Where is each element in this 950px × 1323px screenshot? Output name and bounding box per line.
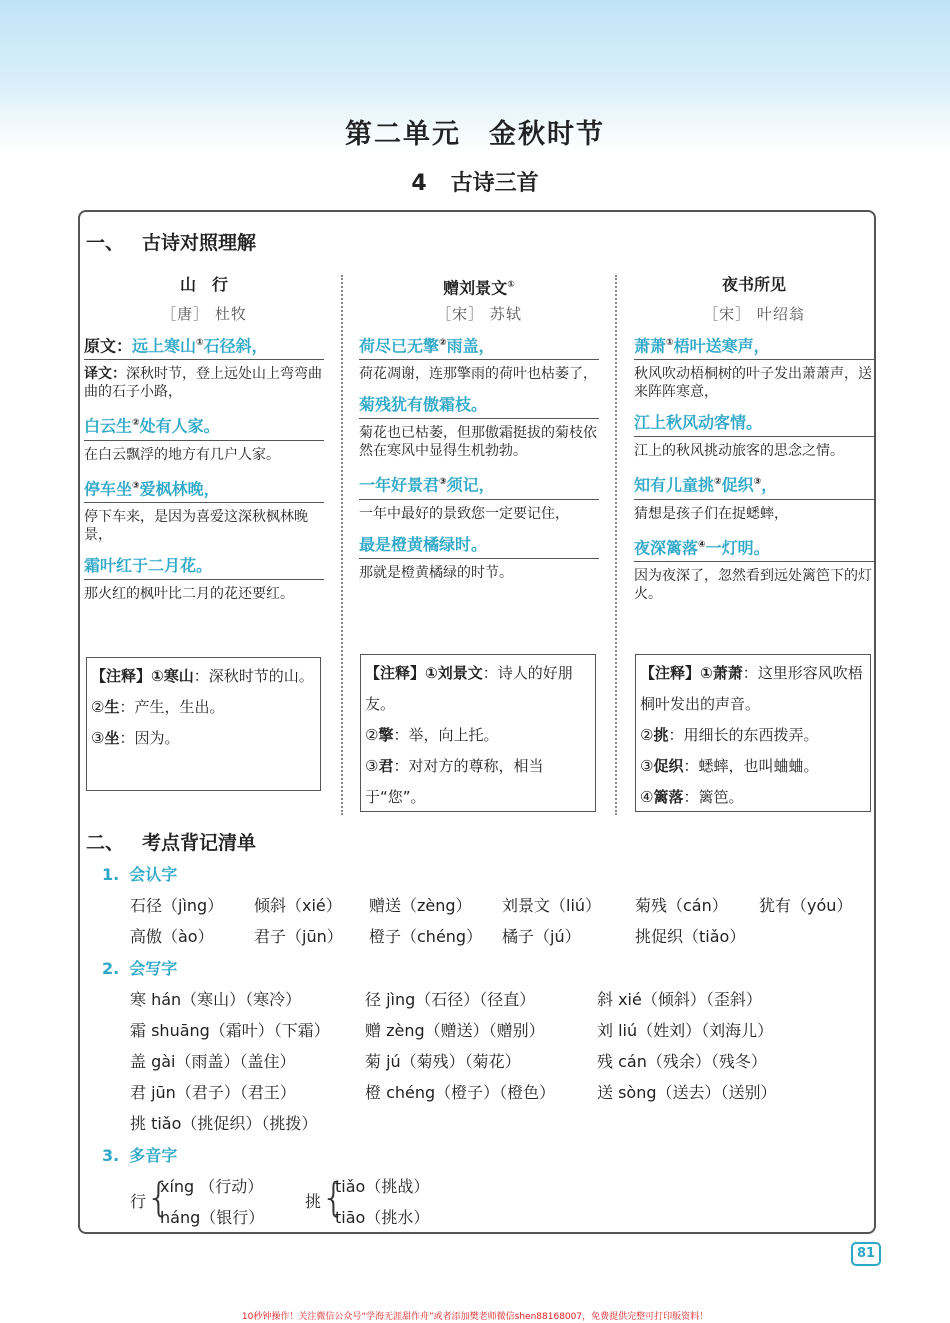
translation-line: 因为夜深了，忽然看到远处篱笆下的灯火。 [634, 567, 872, 602]
word-item: 橘子（jú） [502, 927, 581, 946]
translation-line: 荷花凋谢，连那擎雨的荷叶也枯萎了， [359, 366, 597, 383]
footer-note: 10秒钟操作！关注微信公众号“学海无涯甜作舟”或者添加樊老师微信shen88168007，免费提供完整可打印版资料！ [241, 1312, 709, 1322]
lesson-name: 古诗三首 [450, 171, 539, 196]
polyphone-char: 挑 [305, 1192, 322, 1211]
brace: { [321, 1175, 347, 1221]
original-line: 白云生②处有人家。 [84, 410, 324, 440]
polyphone-reading: tiǎo（挑战） [335, 1177, 430, 1196]
translation-line: 在白云飘浮的地方有几户人家。 [84, 446, 280, 463]
polyphone-heading: 3. 多音字 [102, 1146, 178, 1165]
unit-name: 金秋时节 [489, 119, 605, 150]
translation-line: 猜想是孩子们在捉蟋蟀， [634, 505, 788, 522]
lesson-title [0, 166, 950, 197]
poem-author: ［宋］ 叶绍翁 [703, 305, 805, 323]
poem-column-3 [634, 272, 874, 612]
word-item: 倾斜（xié） [254, 896, 342, 915]
brace: { [146, 1175, 172, 1221]
polyphone-reading: tiāo（挑水） [335, 1208, 430, 1227]
translation-line: 那火红的枫叶比二月的花还要红。 [84, 585, 294, 602]
word-item: 挑促织（tiǎo） [635, 927, 746, 946]
original-line: 菊残犹有傲霜枝。 [359, 392, 599, 419]
translation-line: 那就是橙黄橘绿的时节。 [359, 564, 513, 581]
original-line: 知有儿童挑②促织③， [634, 469, 874, 499]
translation-line: 秋风吹动梧桐树的叶子发出萧萧声，送来阵阵寒意， [634, 366, 872, 401]
recognize-heading: 1. 会认字 [102, 865, 178, 884]
original-line: 原文：远上寒山①石径斜， [84, 330, 324, 360]
column-divider [341, 275, 343, 815]
translation-line: 一年中最好的景致您一定要记住， [359, 505, 569, 522]
note-box-3: 【注释】①萧萧：这里形容风吹梧桐叶发出的声音。 ②挑：用细长的东西拨弄。 ③促织：蟋蟀，也叫蛐蛐。 ④篱落：篱笆。 [635, 654, 871, 812]
unit-title [0, 112, 950, 151]
poem-title: 赠刘景文① [443, 278, 515, 298]
original-line: 荷尽已无擎②雨盖， [359, 330, 599, 360]
original-line: 一年好景君③须记， [359, 469, 599, 499]
original-line: 最是橙黄橘绿时。 [359, 532, 599, 559]
poem-column-2 [359, 272, 599, 591]
note-box-2: 【注释】①刘景文：诗人的好朋友。 ②擎：举，向上托。 ③君：对对方的尊称，相当于“您”。 [360, 654, 596, 812]
original-line: 萧萧①梧叶送寒声， [634, 330, 874, 360]
note-box-1: 【注释】①寒山：深秋时节的山。 ②生：产生，生出。 ③坐：因为。 [86, 657, 321, 791]
section2-heading: 二、 考点背记清单 [86, 832, 257, 854]
word-item: 君子（jūn） [254, 927, 343, 946]
page-number: 81 [851, 1242, 881, 1266]
word-item: 赠送（zèng） [369, 896, 472, 915]
translation-line: 江上的秋风挑动旅客的思念之情。 [634, 443, 844, 460]
original-line: 霜叶红于二月花。 [84, 553, 324, 580]
lesson-number: 4 [411, 171, 427, 196]
word-item: 高傲（ào） [130, 927, 214, 946]
section1-heading: 一、 古诗对照理解 [86, 232, 257, 254]
translation-line: 停下车来，是因为喜爱这深秋枫林晚景， [84, 508, 308, 543]
word-item: 石径（jìng） [130, 896, 224, 915]
polyphone-reading: xíng （行动） [160, 1177, 264, 1196]
poem-column-1 [84, 272, 324, 612]
poem-author: ［宋］ 苏轼 [436, 305, 522, 323]
word-item: 橙子（chéng） [369, 927, 483, 946]
polyphone-reading: háng（银行） [160, 1208, 265, 1227]
word-item: 菊残（cán） [635, 896, 728, 915]
original-line: 停车坐③爱枫林晚， [84, 473, 324, 503]
original-line: 夜深篱落④一灯明。 [634, 532, 874, 562]
translation-line: 菊花也已枯萎，但那傲霜挺拔的菊枝依然在寒风中显得生机勃勃。 [359, 425, 597, 460]
original-line: 江上秋风动客情。 [634, 410, 874, 437]
word-item: 刘景文（liú） [502, 896, 602, 915]
poem-title: 山 行 [179, 275, 228, 294]
poem-title: 夜书所见 [721, 275, 786, 294]
column-divider [615, 275, 617, 815]
write-heading: 2. 会写字 [102, 959, 178, 978]
unit-label: 第二单元 [345, 119, 461, 150]
polyphone-char: 行 [130, 1192, 147, 1211]
poem-author: ［唐］ 杜牧 [161, 305, 247, 323]
word-item: 犹有（yóu） [759, 896, 853, 915]
translation-line: 译文：深秋时节，登上远处山上弯弯曲曲的石子小路， [84, 366, 322, 401]
